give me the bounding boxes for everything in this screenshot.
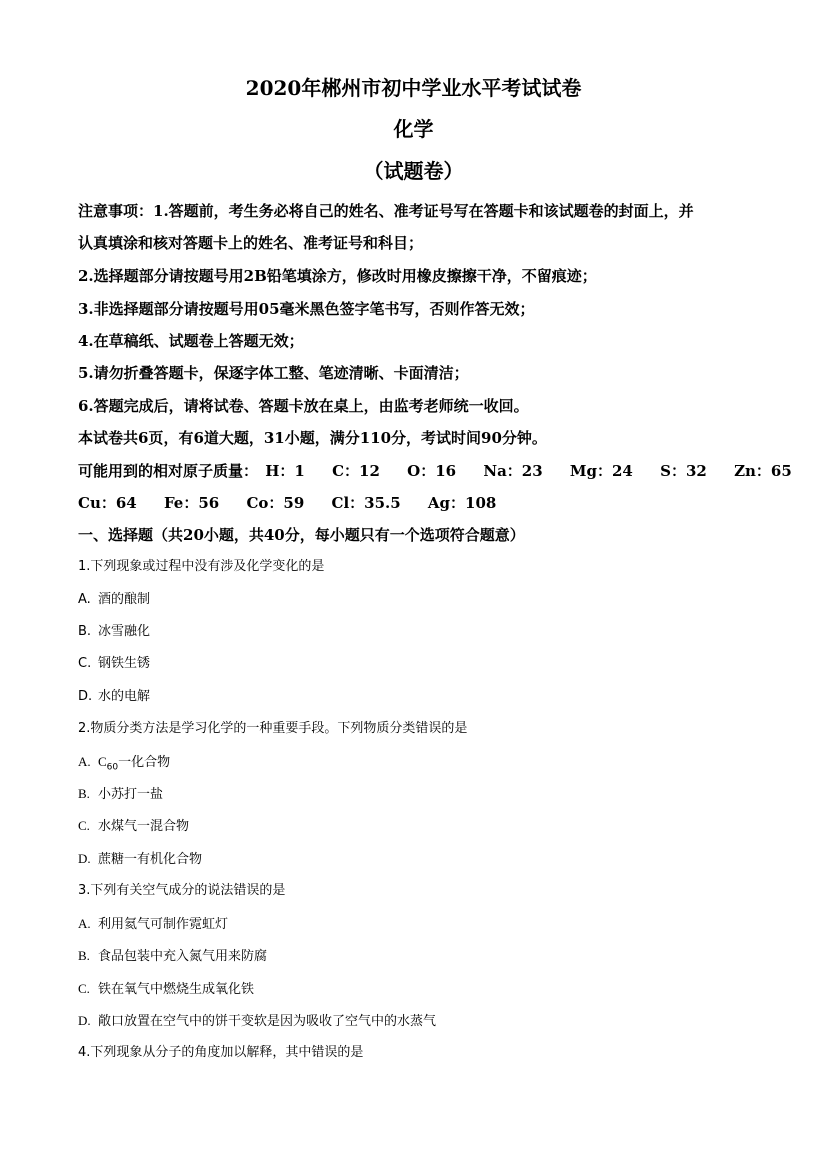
option-letter: A.: [78, 592, 91, 607]
notice-line-3: 2.选择题部分请按题号用2B铅笔填涂方，修改时用橡皮擦擦干净，不留痕迹；: [78, 267, 597, 285]
option-text: 食品包装中充入氮气用来防腐: [98, 949, 268, 964]
atomic-mass-item: C：12: [332, 462, 380, 480]
option-text: 敞口放置在空气中的饼干变软是因为吸收了空气中的水蒸气: [98, 1014, 437, 1029]
option-text: 铁在氧气中燃烧生成氧化铁: [98, 982, 255, 997]
option-text: 钢铁生锈: [98, 656, 151, 671]
option-letter: A.: [78, 754, 91, 769]
option-letter: C.: [78, 818, 90, 833]
question-stem-4: 4.下列现象从分子的角度加以解释，其中错误的是: [78, 1045, 364, 1060]
option-letter: C.: [78, 656, 92, 671]
atomic-mass-item: H：1: [265, 462, 305, 480]
option-text: 利用氦气可制作霓虹灯: [98, 917, 229, 932]
atomic-mass-item: Cl：35.5: [331, 494, 401, 512]
atomic-mass-item: Zn：65: [734, 462, 792, 480]
question-2-option-b: [78, 784, 163, 805]
question-1-option-c: [78, 654, 150, 674]
atomic-mass-item: Fe：56: [163, 494, 220, 512]
notice-line-2: 认真填涂和核对答题卡上的姓名、准考证号和科目；: [78, 234, 424, 252]
notice-line-1: 注意事项：1.答题前，考生务必将自己的姓名、准考证号写在答题卡和该试题卷的封面上，并: [78, 202, 694, 220]
option-letter: D.: [78, 851, 91, 866]
atomic-mass-item: O：16: [407, 462, 457, 480]
question-stem-3: 3.下列有关空气成分的说法错误的是: [78, 883, 286, 898]
question-1-option-a: [78, 590, 150, 610]
question-1-option-b: [78, 622, 150, 642]
option-text: 一化合物: [118, 755, 171, 770]
notice-line-5: 4.在草稿纸、试题卷上答题无效；: [78, 332, 304, 350]
option-letter: C.: [78, 981, 90, 996]
option-letter: B.: [78, 948, 90, 963]
question-3-option-a: [78, 914, 228, 935]
question-3-option-d: [78, 1011, 436, 1032]
atomic-mass-item: S：32: [660, 462, 707, 480]
atomic-mass-label: 可能用到的相对原子质量：: [78, 462, 259, 480]
atomic-mass-row-2: [78, 492, 496, 514]
question-2-option-d: [78, 849, 202, 870]
option-text: 水的电解: [98, 689, 151, 704]
option-text: 水煤气一混合物: [98, 819, 190, 834]
formula-subscript: 60: [106, 762, 119, 773]
question-3-option-c: [78, 979, 254, 1000]
option-letter: B.: [78, 624, 92, 639]
exam-summary: 本试卷共6页，有6道大题，31小题，满分110分，考试时间90分钟。: [78, 429, 547, 447]
option-text: 冰雪融化: [98, 624, 151, 639]
atomic-mass-row-1: [78, 460, 792, 482]
option-text: 酒的酿制: [98, 592, 151, 607]
question-stem-2: 2.物质分类方法是学习化学的一种重要手段。下列物质分类错误的是: [78, 721, 468, 736]
atomic-mass-item: Co：59: [246, 494, 305, 512]
formula-main: C: [98, 754, 107, 769]
notice-line-6: 5.请勿折叠答题卡，保逐字体工整、笔迹清晰、卡面清洁；: [78, 364, 469, 382]
question-2-option-c: [78, 816, 189, 837]
exam-title: 2020年郴州市初中学业水平考试试卷: [245, 76, 582, 100]
atomic-mass-item: Mg：24: [569, 462, 633, 480]
atomic-mass-item: Ag：108: [427, 494, 497, 512]
atomic-mass-item: Cu：64: [78, 494, 137, 512]
section-heading: 一、选择题（共20小题，共40分，每小题只有一个选项符合题意）: [78, 526, 525, 544]
option-letter: D.: [78, 1013, 91, 1028]
option-text: 蔗糖一有机化合物: [98, 852, 203, 867]
option-letter: B.: [78, 786, 90, 801]
option-letter: A.: [78, 916, 91, 931]
option-text: 小苏打一盐: [98, 787, 164, 802]
atomic-mass-item: Na：23: [483, 462, 543, 480]
exam-subtitle: （试题卷）: [363, 159, 464, 183]
question-2-option-a: [78, 752, 170, 778]
subject-title: 化学: [393, 117, 434, 141]
question-1-option-d: [78, 687, 150, 707]
notice-line-7: 6.答题完成后，请将试卷、答题卡放在桌上，由监考老师统一收回。: [78, 397, 529, 415]
question-stem-1: 1.下列现象或过程中没有涉及化学变化的是: [78, 559, 325, 574]
option-letter: D.: [78, 689, 93, 704]
question-3-option-b: [78, 946, 267, 967]
notice-line-4: 3.非选择题部分请按题号用05毫米黑色签字笔书写，否则作答无效；: [78, 300, 535, 318]
